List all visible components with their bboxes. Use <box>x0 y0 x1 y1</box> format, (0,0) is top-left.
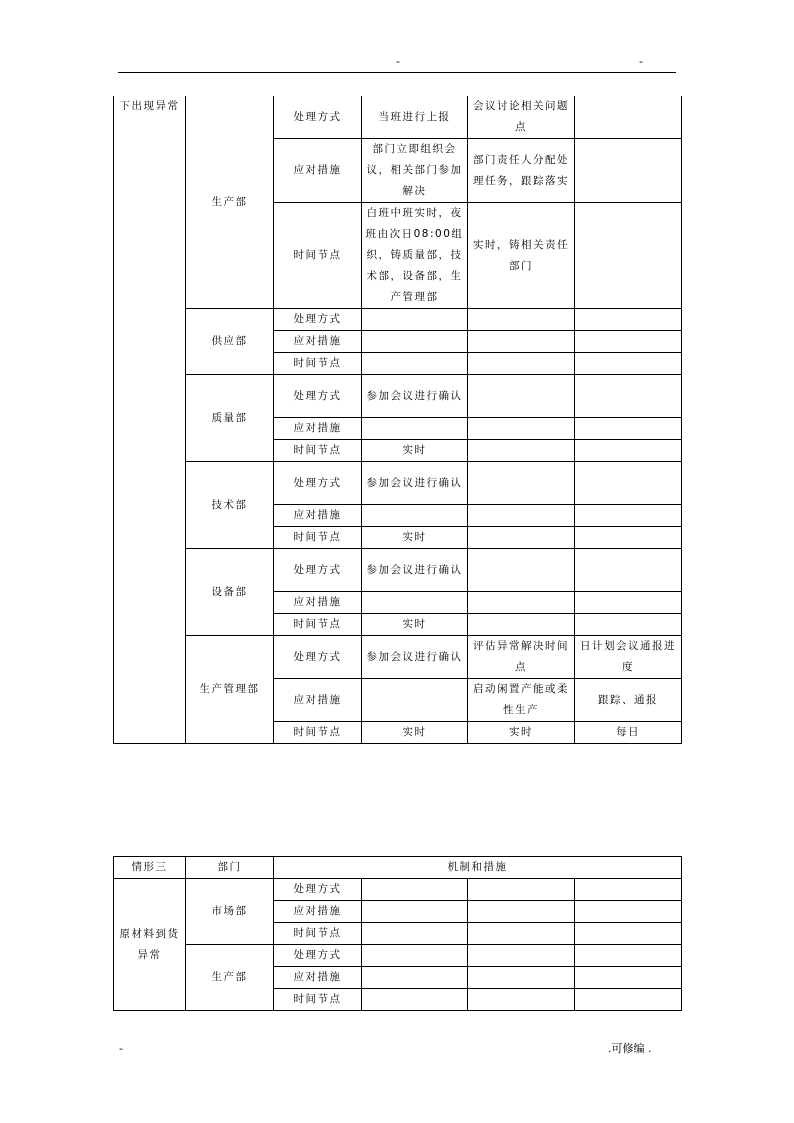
value-cell <box>575 989 682 1011</box>
value-cell: 每日 <box>575 722 682 744</box>
row-label-cell: 时间节点 <box>274 353 362 375</box>
scenario-header: 情形三 <box>114 857 186 879</box>
row-label-cell: 时间节点 <box>274 722 362 744</box>
department-cell: 设备部 <box>186 549 274 636</box>
row-label-cell: 时间节点 <box>274 923 362 945</box>
row-label-cell: 应对措施 <box>274 592 362 614</box>
department-header: 部门 <box>186 857 274 879</box>
value-cell <box>575 331 682 353</box>
department-cell: 供应部 <box>186 309 274 375</box>
value-cell <box>362 331 468 353</box>
value-cell: 评估异常解决时间点 <box>468 636 575 679</box>
value-cell <box>575 945 682 967</box>
row-label-cell: 处理方式 <box>274 375 362 418</box>
value-cell <box>362 679 468 722</box>
value-cell <box>575 375 682 418</box>
value-cell <box>468 418 575 440</box>
value-cell <box>468 440 575 462</box>
table-row <box>114 309 682 331</box>
value-cell: 实时 <box>362 440 468 462</box>
value-cell <box>575 505 682 527</box>
category-cell: 原材料到货异常 <box>114 879 186 1011</box>
value-cell <box>362 309 468 331</box>
value-cell <box>575 309 682 331</box>
department-cell: 市场部 <box>186 879 274 945</box>
table-row <box>114 462 682 505</box>
value-cell: 部门立即组织会议，相关部门参加解决 <box>362 139 468 203</box>
value-cell <box>468 879 575 901</box>
row-label-cell: 时间节点 <box>274 527 362 549</box>
row-label-cell: 时间节点 <box>274 614 362 636</box>
value-cell <box>575 592 682 614</box>
department-cell: 质量部 <box>186 375 274 462</box>
row-label-cell: 应对措施 <box>274 331 362 353</box>
value-cell: 参加会议进行确认 <box>362 549 468 592</box>
value-cell <box>468 549 575 592</box>
row-label-cell: 处理方式 <box>274 462 362 505</box>
value-cell: 参加会议进行确认 <box>362 462 468 505</box>
value-cell: 启动闲置产能或柔性生产 <box>468 679 575 722</box>
value-cell <box>575 418 682 440</box>
value-cell <box>575 879 682 901</box>
category-cell: 下出现异常 <box>114 96 186 744</box>
value-cell: 当班进行上报 <box>362 96 468 139</box>
row-label-cell: 时间节点 <box>274 989 362 1011</box>
mechanism-header: 机制和措施 <box>274 857 682 879</box>
value-cell <box>575 614 682 636</box>
value-cell <box>362 967 468 989</box>
value-cell <box>362 592 468 614</box>
value-cell <box>468 353 575 375</box>
row-label-cell: 处理方式 <box>274 945 362 967</box>
row-label-cell: 应对措施 <box>274 679 362 722</box>
row-label-cell: 处理方式 <box>274 96 362 139</box>
value-cell: 日计划会议通报进度 <box>575 636 682 679</box>
table-row <box>114 549 682 592</box>
row-label-cell: 应对措施 <box>274 505 362 527</box>
value-cell <box>468 614 575 636</box>
header-mark-right: - <box>639 55 643 68</box>
value-cell: 会议讨论相关问题点 <box>468 96 575 139</box>
table-row <box>114 636 682 679</box>
value-cell: 实时，铸相关责任部门 <box>468 203 575 309</box>
row-label-cell: 处理方式 <box>274 549 362 592</box>
value-cell <box>468 945 575 967</box>
value-cell: 跟踪、通报 <box>575 679 682 722</box>
value-cell <box>468 923 575 945</box>
department-cell: 生产管理部 <box>186 636 274 744</box>
table-row <box>114 96 682 139</box>
value-cell <box>575 923 682 945</box>
value-cell <box>468 527 575 549</box>
value-cell: 实时 <box>468 722 575 744</box>
value-cell <box>575 203 682 309</box>
row-label-cell: 应对措施 <box>274 901 362 923</box>
table-row <box>114 879 682 901</box>
value-cell <box>468 592 575 614</box>
department-cell: 技术部 <box>186 462 274 549</box>
row-label-cell: 处理方式 <box>274 879 362 901</box>
value-cell <box>468 309 575 331</box>
production-exception-table <box>113 96 682 744</box>
department-cell: 生产部 <box>186 96 274 309</box>
value-cell <box>575 353 682 375</box>
header-rule <box>118 72 676 73</box>
value-cell <box>362 945 468 967</box>
value-cell: 白班中班实时，夜班由次日08:00组织，铸质量部，技术部，设备部，生产管理部 <box>362 203 468 309</box>
material-exception-table <box>113 856 682 1011</box>
value-cell <box>468 901 575 923</box>
value-cell <box>575 527 682 549</box>
value-cell <box>575 967 682 989</box>
value-cell <box>575 549 682 592</box>
row-label-cell: 处理方式 <box>274 309 362 331</box>
value-cell: 实时 <box>362 527 468 549</box>
footer-editable-note: .可修编 . <box>608 1042 652 1055</box>
value-cell <box>362 505 468 527</box>
value-cell: 参加会议进行确认 <box>362 636 468 679</box>
value-cell <box>362 989 468 1011</box>
value-cell <box>468 989 575 1011</box>
value-cell <box>362 353 468 375</box>
value-cell <box>362 923 468 945</box>
footer-mark-left: - <box>119 1042 123 1055</box>
value-cell: 参加会议进行确认 <box>362 375 468 418</box>
row-label-cell: 时间节点 <box>274 440 362 462</box>
value-cell <box>575 139 682 203</box>
value-cell <box>468 331 575 353</box>
value-cell <box>362 901 468 923</box>
value-cell <box>468 967 575 989</box>
value-cell <box>575 96 682 139</box>
value-cell <box>362 879 468 901</box>
value-cell <box>575 901 682 923</box>
department-cell: 生产部 <box>186 945 274 1011</box>
row-label-cell: 应对措施 <box>274 139 362 203</box>
value-cell: 实时 <box>362 614 468 636</box>
row-label-cell: 处理方式 <box>274 636 362 679</box>
row-label-cell: 时间节点 <box>274 203 362 309</box>
value-cell <box>468 505 575 527</box>
header-mark-left: - <box>396 55 400 68</box>
value-cell <box>362 418 468 440</box>
row-label-cell: 应对措施 <box>274 967 362 989</box>
row-label-cell: 应对措施 <box>274 418 362 440</box>
value-cell: 实时 <box>362 722 468 744</box>
value-cell: 部门责任人分配处理任务，跟踪落实 <box>468 139 575 203</box>
value-cell <box>468 375 575 418</box>
table-row <box>114 375 682 418</box>
table-header-row <box>114 857 682 879</box>
value-cell <box>575 462 682 505</box>
table-row <box>114 945 682 967</box>
value-cell <box>575 440 682 462</box>
value-cell <box>468 462 575 505</box>
